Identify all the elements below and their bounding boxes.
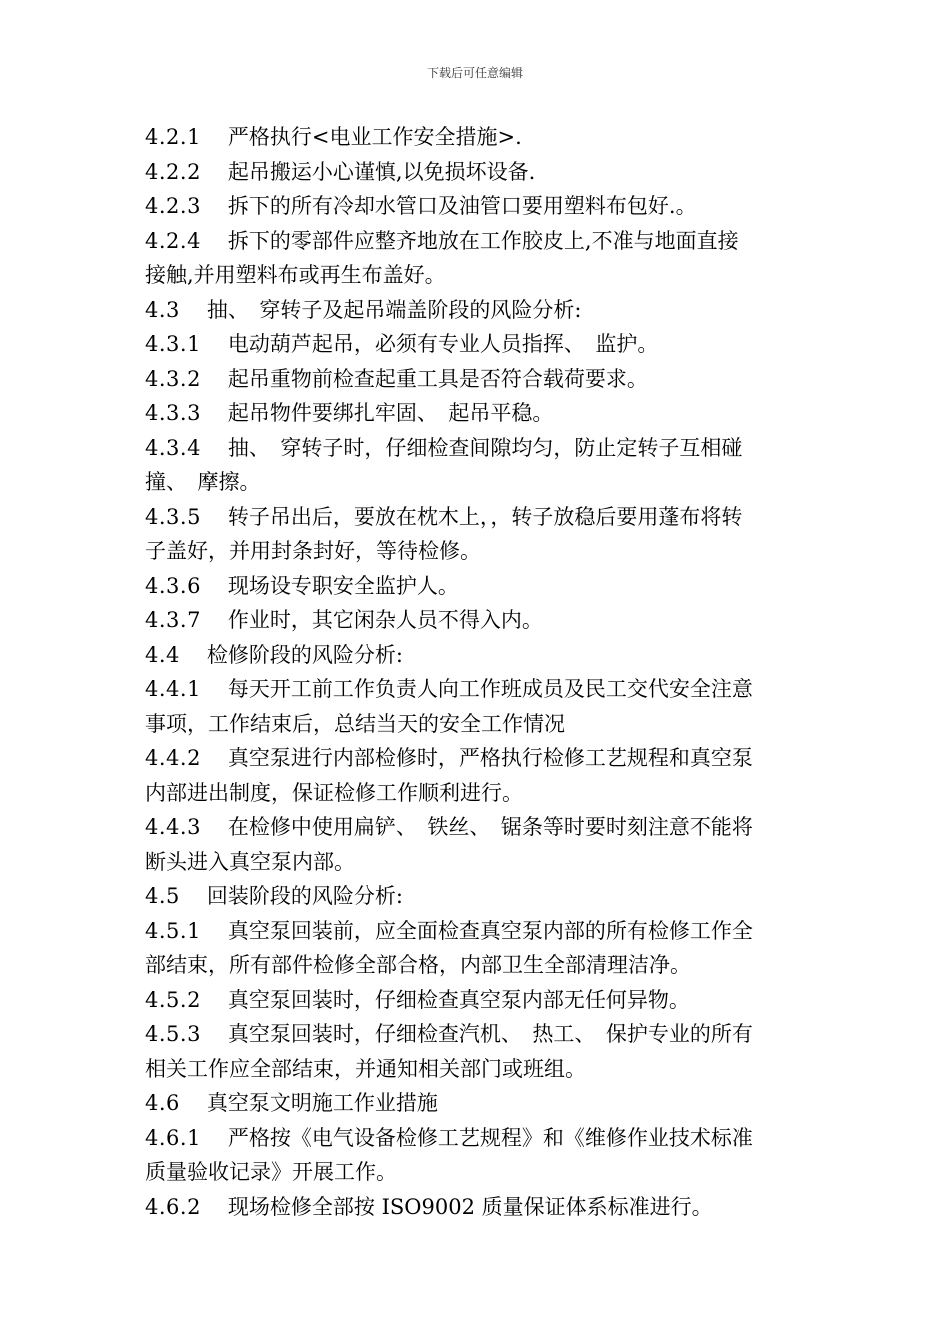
line-text: 回装阶段的风险分析: bbox=[185, 884, 403, 908]
line-text: 严格执行<电业工作安全措施>. bbox=[206, 125, 522, 149]
paragraph-line bbox=[145, 431, 810, 466]
line-text: 严格按《电气设备检修工艺规程》和《维修作业技术标准 bbox=[206, 1125, 753, 1150]
line-text: 部结束，所有部件检修全部合格，内部卫生全部清理洁净。 bbox=[145, 953, 691, 977]
paragraph-line bbox=[145, 776, 810, 811]
paragraph-line bbox=[145, 1190, 810, 1225]
section-number: 4.4.1 bbox=[145, 677, 201, 701]
line-text: 现场检修全部按 ISO9002 质量保证体系标准进行。 bbox=[206, 1194, 713, 1219]
section-number: 4.4.3 bbox=[145, 815, 201, 839]
section-number: 4.3.5 bbox=[145, 504, 201, 529]
section-number: 4.3.3 bbox=[145, 401, 201, 425]
line-text: 在检修中使用扁铲、 铁丝、 锯条等时要时刻注意不能将 bbox=[206, 815, 753, 839]
paragraph-line bbox=[145, 500, 810, 535]
line-text: 转子吊出后，要放在枕木上，，转子放稳后要用蓬布将转 bbox=[206, 504, 743, 529]
paragraph-line bbox=[145, 362, 810, 397]
line-text: 真空泵回装前，应全面检查真空泵内部的所有检修工作全 bbox=[206, 918, 753, 943]
line-text: 每天开工前工作负责人向工作班成员及民工交代安全注意 bbox=[206, 677, 753, 701]
section-number: 4.2.2 bbox=[145, 159, 201, 184]
line-text: 真空泵回装时，仔细检查真空泵内部无任何异物。 bbox=[206, 987, 690, 1012]
section-number: 4.3.6 bbox=[145, 573, 201, 598]
line-text: 质量验收记录》开展工作。 bbox=[145, 1160, 397, 1184]
line-text: 抽、 穿转子时，仔细检查间隙均匀，防止定转子互相碰 bbox=[206, 435, 743, 460]
line-text: 真空泵回装时，仔细检查汽机、 热工、 保护专业的所有 bbox=[206, 1022, 753, 1046]
line-text: 拆下的所有冷却水管口及油管口要用塑料布包好.。 bbox=[206, 194, 697, 218]
line-text: 检修阶段的风险分析: bbox=[185, 642, 403, 667]
paragraph-line bbox=[145, 293, 810, 328]
line-text: 子盖好，并用封条封好，等待检修。 bbox=[145, 539, 481, 563]
section-number: 4.4.2 bbox=[145, 746, 201, 770]
paragraph-line bbox=[145, 396, 810, 431]
paragraph-line bbox=[145, 224, 810, 259]
line-text: 相关工作应全部结束，并通知相关部门或班组。 bbox=[145, 1056, 586, 1081]
paragraph-line bbox=[145, 1017, 810, 1052]
line-text: 真空泵文明施工作业措施 bbox=[185, 1091, 438, 1115]
line-text: 事项，工作结束后，总结当天的安全工作情况 bbox=[145, 711, 565, 736]
paragraph-line bbox=[145, 707, 810, 742]
page-header: 下载后可任意编辑 bbox=[426, 66, 523, 80]
paragraph-line bbox=[145, 741, 810, 776]
line-text: 断头进入真空泵内部。 bbox=[145, 849, 355, 874]
line-text: 起吊重物前检查起重工具是否符合载荷要求。 bbox=[206, 366, 648, 391]
line-text: 接触,并用塑料布或再生布盖好。 bbox=[145, 263, 446, 287]
paragraph-line bbox=[145, 120, 810, 155]
paragraph-line bbox=[145, 948, 810, 983]
line-text: 起吊物件要绑扎牢固、 起吊平稳。 bbox=[206, 401, 554, 425]
section-number: 4.5 bbox=[145, 884, 180, 908]
paragraph-line bbox=[145, 879, 810, 914]
paragraph-line bbox=[145, 603, 810, 638]
section-number: 4.5.1 bbox=[145, 918, 201, 943]
line-text: 拆下的零部件应整齐地放在工作胶皮上,不准与地面直接 bbox=[206, 228, 739, 253]
line-text: 真空泵进行内部检修时，严格执行检修工艺规程和真空泵 bbox=[206, 746, 753, 770]
paragraph-line bbox=[145, 569, 810, 604]
section-number: 4.3.7 bbox=[145, 608, 201, 632]
paragraph-line bbox=[145, 189, 810, 224]
paragraph-line bbox=[145, 534, 810, 569]
line-text: 内部进出制度，保证检修工作顺利进行。 bbox=[145, 780, 523, 805]
section-number: 4.5.2 bbox=[145, 987, 201, 1012]
section-number: 4.6.1 bbox=[145, 1125, 201, 1150]
line-text: 抽、 穿转子及起吊端盖阶段的风险分析: bbox=[185, 297, 582, 322]
line-text: 作业时，其它闲杂人员不得入内。 bbox=[206, 608, 543, 632]
section-number: 4.3.1 bbox=[145, 332, 201, 356]
section-number: 4.3.4 bbox=[145, 435, 201, 460]
line-text: 现场设专职安全监护人。 bbox=[206, 573, 459, 598]
section-number: 4.4 bbox=[145, 642, 180, 667]
line-text: 电动葫芦起吊，必须有专业人员指挥、 监护。 bbox=[206, 332, 659, 356]
section-number: 4.6.2 bbox=[145, 1194, 201, 1219]
paragraph-line bbox=[145, 810, 810, 845]
paragraph-line bbox=[145, 1086, 810, 1121]
paragraph-line bbox=[145, 155, 810, 190]
line-text: 起吊搬运小心谨慎,以免损坏设备. bbox=[206, 159, 536, 184]
paragraph-line bbox=[145, 983, 810, 1018]
section-number: 4.2.1 bbox=[145, 125, 201, 149]
paragraph-line bbox=[145, 1121, 810, 1156]
line-text: 撞、 摩擦。 bbox=[145, 470, 261, 494]
document-body bbox=[145, 120, 810, 1224]
paragraph-line bbox=[145, 1155, 810, 1190]
section-number: 4.3.2 bbox=[145, 366, 201, 391]
paragraph-line bbox=[145, 672, 810, 707]
section-number: 4.6 bbox=[145, 1091, 180, 1115]
section-number: 4.2.4 bbox=[145, 228, 201, 253]
paragraph-line bbox=[145, 845, 810, 880]
paragraph-line bbox=[145, 914, 810, 949]
section-number: 4.5.3 bbox=[145, 1022, 201, 1046]
paragraph-line bbox=[145, 258, 810, 293]
paragraph-line bbox=[145, 327, 810, 362]
section-number: 4.2.3 bbox=[145, 194, 201, 218]
paragraph-line bbox=[145, 638, 810, 673]
section-number: 4.3 bbox=[145, 297, 180, 322]
paragraph-line bbox=[145, 465, 810, 500]
paragraph-line bbox=[145, 1052, 810, 1087]
